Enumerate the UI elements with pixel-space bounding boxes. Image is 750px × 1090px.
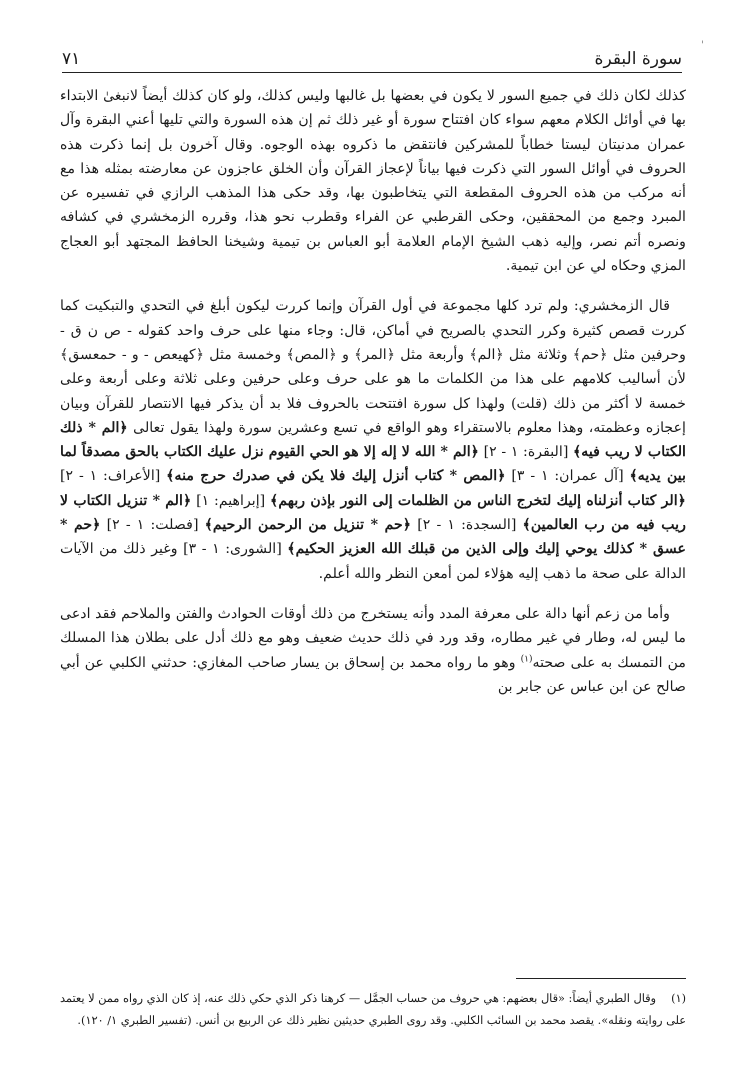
quran-verse: ﴿الر كتاب أنزلناه إليك لتخرج الناس من الظلمات إلى النور بإذن ربهم﴾ [270,492,686,509]
main-text [60,84,686,715]
paragraph-3-text: وأما من زعم أنها دالة على معرفة المدد وأنه يستخرج من ذلك أوقات الحوادث والفتن والملاحم فقد ادعى ما ليس له، وطار في غير مطاره، وقد ورد في ذلك حديث ضعيف وهو مع ذلك أدل على بطلان هذا المسلك من التمسك به على صحته [60,605,686,671]
paragraph-1: كذلك لكان ذلك في جميع السور لا يكون في بعضها بل غالبها وليس كذلك، ولو كان كذلك أيضاً لانبغىٰ الابتداء بها في أوائل الكلام معهم سواء كان افتتاح سورة أو غير ذلك ثم إن هذه السورة والتي تليها أعني البقرة وآل عمران مدنيتان ليستا خطاباً للمشركين فانتقض ما ذكروه بهذه الوجوه. وقال آخرون بل إنما ذكرت هذه الحروف في أوائل السور التي ذكرت فيها بياناً لإعجاز القرآن وأن الخلق عاجزون عن معارضته بمثله هذا مع أنه مركب من هذه الحروف المقطعة التي يتخاطبون بها، وقد حكى هذا المذهب الرازي في تفسيره عن المبرد وجمع من المحققين، وحكى القرطبي عن الفراء وقطرب نحو هذا، وقرره الزمخشري في كشافه ونصره أتم نصر، وإليه ذهب الشيخ الإمام العلامة أبو العباس بن تيمية وشيخنا الحافظ المجتهد أبو العجاج المزي وحكاه لي عن ابن تيمية. [60,88,686,275]
quran-verse: ﴿المص * كتاب أنزل إليك فلا يكن في صدرك حرج منه﴾ [166,468,506,485]
quran-verse: ﴿حم * تنزيل من الرحمن الرحيم﴾ [204,517,412,534]
quran-verse: ﴿حم * عسق * كذلك يوحي إليك وإلى الذين من قبلك الله العزيز الحكيم﴾ [60,517,686,558]
quran-verse: ﴿الم * الله لا إله إلا هو الحي القيوم نزل عليك الكتاب بالحق مصدقاً لما بين يديه﴾ [60,444,686,485]
footnote-reference[interactable]: (١) [520,653,533,664]
footnote-divider [516,978,686,979]
paragraph-2-text: قال الزمخشري: ولم ترد كلها مجموعة في أول القرآن وإنما كررت ليكون أبلغ في التحدي والتبكيت كما كررت قصص كثيرة وكرر التحدي بالصريح في أماكن، قال: وجاء منها على حرف واحد كقوله - ص ن ق - وحرفين مثل ﴿حم﴾ وثلاثة مثل ﴿الم﴾ وأربعة مثل ﴿المر﴾ و ﴿المص﴾ وخمسة مثل ﴿كهيعص - و - حمعسق﴾ لأن أساليب كلامهم على هذا من الكلمات ما هو على حرف وعلى حرفين وعلى ثلاثة وعلى أربعة وعلى خمسة لا أكثر من ذلك (قلت) ولهذا كل سورة افتتحت بالحروف فلا بد أن يذكر فيها الانتصار للقرآن وبيان إعجازه وعظمته، وهذا معلوم بالاستقراء وهو الواقع في تسع وعشرين سورة ولهذا يقول تعالى [60,298,686,436]
corner-mark: ' [701,40,704,51]
page-number: ٧١ [62,49,81,69]
verse-reference: [السجدة: ١ - ٢] [411,517,523,534]
verse-reference: [البقرة: ١ - ٢] [479,444,573,461]
footnote [60,988,686,1031]
verse-reference: [الشورى: ١ - ٣] وغير ذلك من الآيات الدالة على صحة ما ذهب إليه هؤلاء لمن أمعن النظر والله أعلم. [60,541,686,582]
quran-verse: ﴿الم * تنزيل الكتاب لا ريب فيه من رب العالمين﴾ [60,492,686,534]
paragraph-3-tail: وهو ما رواه محمد بن إسحاق بن يسار صاحب المغازي: حدثني الكلبي عن أبي صالح عن ابن عباس عن جابر بن [60,654,686,695]
verse-reference: [إبراهيم: ١] [191,492,271,509]
paragraph-3 [60,602,686,699]
footnote-number: (١) [671,992,686,1005]
quran-verse: ﴿الم * ذلك الكتاب لا ريب فيه﴾ [60,419,686,461]
surah-title: سورة البقرة [594,49,682,69]
verse-reference: [الأعراف: ١ - ٢] [60,468,167,485]
footnote-text: وقال الطبري أيضاً: «قال بعضهم: هي حروف من حساب الجمَّل — كرهنا ذكر الذي حكي ذلك عنه، إذ كان الذي رواه ممن لا يعتمد على روايته ونقله». يقصد محمد بن السائب الكلبي. وقد روى الطبري حديثين نظير ذلك عن الربيع بن أنس. (تفسير الطبري ١/ ١٢٠). [60,992,686,1027]
running-header [62,44,682,73]
verse-reference: [فصلت: ١ - ٢] [100,517,205,534]
quran-quotations [60,420,686,582]
verse-reference: [آل عمران: ١ - ٣] [505,468,630,485]
paragraph-2 [60,294,686,586]
